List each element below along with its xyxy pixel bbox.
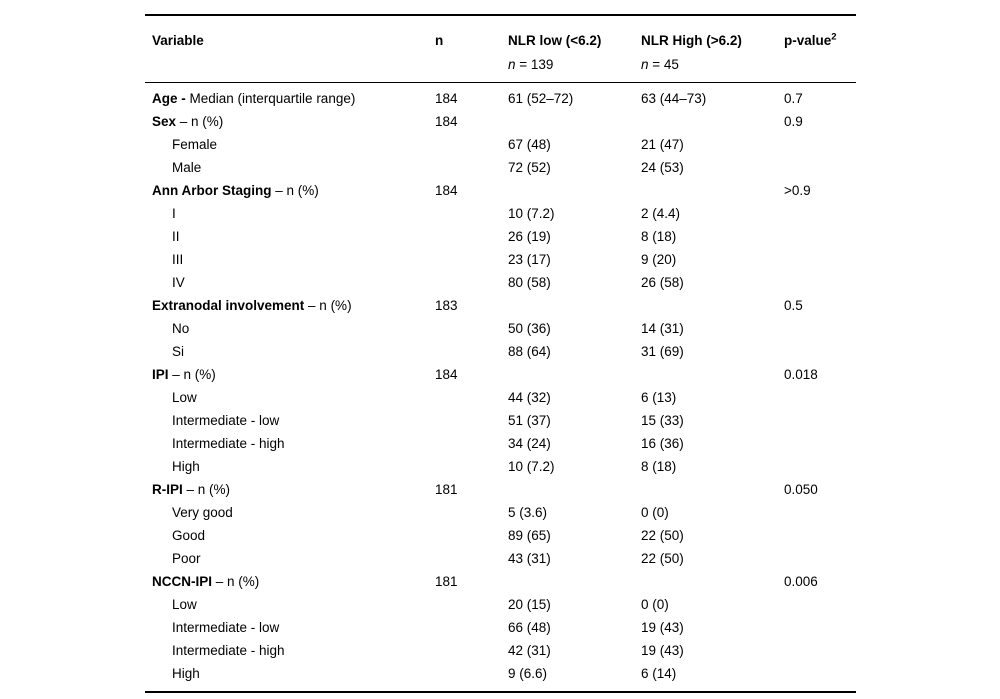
variable-name-rest: IV [172,275,185,290]
cell-nlr-low [508,294,641,317]
characteristics-table [145,14,856,693]
table-row [145,133,856,156]
cell-p-value: >0.9 [784,183,811,198]
variable-name-rest: Low [172,390,197,405]
cell-n [435,524,508,547]
variable-name-bold: Sex [152,114,177,129]
cell-n [435,156,508,179]
cell-variable [145,501,435,524]
cell-nlr-low: 80 (58) [508,275,551,290]
n-low-count: = 139 [515,56,554,72]
cell-n [435,616,508,639]
cell-n [435,501,508,524]
cell-n [435,455,508,478]
table-row [145,110,856,133]
cell-variable [145,271,435,294]
cell-nlr-low: 66 (48) [508,620,551,635]
cell-nlr-low: 67 (48) [508,137,551,152]
table-row [145,455,856,478]
n-high-symbol: n [641,56,649,72]
subheader-variable-empty [145,50,435,83]
cell-p-value [784,340,856,363]
cell-nlr-low: 51 (37) [508,413,551,428]
cell-variable [145,225,435,248]
cell-variable [145,386,435,409]
variable-name-bold: Ann Arbor Staging [152,183,272,198]
cell-variable [145,294,435,317]
cell-nlr-low: 89 (65) [508,528,551,543]
cell-p-value [784,202,856,225]
cell-p-value: 0.7 [784,91,803,106]
cell-nlr-high [641,478,784,501]
cell-n [435,662,508,692]
variable-name-rest: – n (%) [182,482,231,497]
cell-variable [145,524,435,547]
variable-name-rest: Si [172,344,185,359]
variable-name-rest: III [172,252,184,267]
cell-nlr-low [508,363,641,386]
cell-p-value [784,432,856,455]
cell-nlr-high: 14 (31) [641,321,684,336]
cell-nlr-high: 8 (18) [641,229,677,244]
variable-name-rest: – n (%) [168,367,216,382]
cell-nlr-high: 0 (0) [641,505,669,520]
variable-name-rest: Intermediate - low [172,620,280,635]
cell-p-value [784,639,856,662]
variable-name-rest: – n (%) [271,183,319,198]
cell-p-value [784,524,856,547]
cell-nlr-low: 61 (52–72) [508,91,574,106]
n-low-symbol: n [508,56,516,72]
table-header [145,15,856,83]
subheader-p-empty [784,50,856,83]
cell-nlr-low: 20 (15) [508,597,551,612]
cell-nlr-low [508,570,641,593]
cell-n [435,340,508,363]
cell-variable [145,593,435,616]
table-row [145,386,856,409]
cell-nlr-low: 26 (19) [508,229,551,244]
cell-n: 181 [435,482,458,497]
table-row [145,248,856,271]
cell-n [435,409,508,432]
cell-nlr-high: 2 (4.4) [641,206,681,221]
table-row [145,432,856,455]
cell-variable [145,478,435,501]
variable-name-rest: No [172,321,190,336]
cell-nlr-high: 31 (69) [641,344,684,359]
table-row [145,547,856,570]
cell-nlr-low: 88 (64) [508,344,551,359]
variable-name-rest: II [172,229,180,244]
variable-name-rest: Low [172,597,197,612]
variable-name-rest: Intermediate - high [172,436,285,451]
table-row [145,156,856,179]
cell-n [435,547,508,570]
subheader-n-low [508,50,641,83]
cell-p-value [784,248,856,271]
cell-nlr-low: 42 (31) [508,643,551,658]
cell-p-value [784,133,856,156]
cell-nlr-low: 72 (52) [508,160,551,175]
cell-nlr-high [641,110,784,133]
variable-name-rest: Intermediate - high [172,643,285,658]
cell-variable [145,363,435,386]
header-n: n [435,33,444,48]
variable-name-rest: Female [172,137,218,152]
variable-name-rest: – n (%) [176,114,224,129]
cell-nlr-low: 5 (3.6) [508,505,548,520]
variable-name-rest: Median (interquartile range) [185,91,356,106]
cell-nlr-high: 6 (14) [641,666,677,681]
cell-nlr-high: 19 (43) [641,620,684,635]
cell-p-value [784,593,856,616]
cell-n [435,432,508,455]
cell-n [435,271,508,294]
variable-name-rest: Very good [172,505,233,520]
table-row [145,317,856,340]
cell-variable [145,547,435,570]
variable-name-bold: IPI [152,367,169,382]
cell-variable [145,133,435,156]
cell-n: 183 [435,298,458,313]
cell-nlr-low [508,179,641,202]
cell-nlr-high: 0 (0) [641,597,669,612]
cell-variable [145,639,435,662]
cell-nlr-high: 8 (18) [641,459,677,474]
cell-n [435,202,508,225]
cell-n [435,225,508,248]
table-row [145,225,856,248]
cell-nlr-high [641,294,784,317]
variable-name-rest: High [172,459,200,474]
cell-n [435,593,508,616]
cell-p-value [784,616,856,639]
cell-variable [145,83,435,111]
cell-variable [145,409,435,432]
table-row [145,501,856,524]
cell-nlr-low: 10 (7.2) [508,206,555,221]
cell-p-value: 0.050 [784,482,818,497]
cell-variable [145,179,435,202]
cell-n: 184 [435,91,458,106]
n-high-count: = 45 [648,56,679,72]
cell-nlr-high: 15 (33) [641,413,684,428]
cell-nlr-high: 22 (50) [641,551,684,566]
variable-name-rest: High [172,666,200,681]
table-row [145,616,856,639]
table-row [145,202,856,225]
cell-nlr-high: 16 (36) [641,436,684,451]
table-row [145,179,856,202]
table-row [145,340,856,363]
table-row [145,271,856,294]
cell-n [435,386,508,409]
cell-n: 181 [435,574,458,589]
cell-nlr-high [641,363,784,386]
cell-variable [145,455,435,478]
cell-nlr-low: 43 (31) [508,551,551,566]
cell-n [435,248,508,271]
cell-variable [145,248,435,271]
cell-nlr-low: 44 (32) [508,390,551,405]
cell-p-value [784,662,856,692]
cell-nlr-high: 19 (43) [641,643,684,658]
cell-p-value: 0.018 [784,367,818,382]
table-row [145,83,856,111]
cell-variable [145,110,435,133]
cell-p-value [784,409,856,432]
cell-nlr-high [641,570,784,593]
p-value-label: p-value [784,33,832,48]
cell-nlr-low: 9 (6.6) [508,666,548,681]
variable-name-bold: Age - [152,91,186,106]
variable-name-rest: – n (%) [212,574,260,589]
variable-name-rest: Poor [172,551,201,566]
cell-variable [145,340,435,363]
cell-nlr-low: 34 (24) [508,436,551,451]
variable-name-rest: Good [172,528,206,543]
table-row [145,570,856,593]
cell-nlr-low: 50 (36) [508,321,551,336]
table-row [145,478,856,501]
cell-p-value [784,547,856,570]
cell-variable [145,616,435,639]
cell-nlr-high: 9 (20) [641,252,677,267]
variable-name-rest: – n (%) [304,298,352,313]
cell-p-value [784,225,856,248]
variable-name-bold: Extranodal involvement [152,298,305,313]
subheader-n-high [641,50,784,83]
subheader-row [145,50,856,83]
cell-p-value [784,501,856,524]
cell-n: 184 [435,183,458,198]
characteristics-table-container [145,14,856,693]
header-p-value [784,15,856,50]
cell-nlr-low: 10 (7.2) [508,459,555,474]
subheader-n-empty [435,50,508,83]
cell-variable [145,202,435,225]
cell-n [435,639,508,662]
cell-nlr-high: 21 (47) [641,137,684,152]
p-value-footnote-marker: 2 [831,31,837,43]
cell-nlr-high: 22 (50) [641,528,684,543]
cell-p-value [784,455,856,478]
cell-p-value: 0.006 [784,574,818,589]
cell-nlr-low [508,110,641,133]
table-row [145,524,856,547]
cell-variable [145,317,435,340]
cell-p-value: 0.9 [784,114,803,129]
cell-nlr-high [641,179,784,202]
table-row [145,593,856,616]
table-row [145,639,856,662]
cell-n: 184 [435,367,458,382]
variable-name-bold: R-IPI [152,482,183,497]
cell-variable [145,570,435,593]
cell-n [435,133,508,156]
header-nlr-high: NLR High (>6.2) [641,33,742,48]
variable-name-bold: NCCN-IPI [152,574,212,589]
table-row [145,409,856,432]
table-row [145,662,856,692]
table-row [145,363,856,386]
cell-variable [145,432,435,455]
cell-nlr-low: 23 (17) [508,252,551,267]
cell-variable [145,662,435,692]
header-nlr-low: NLR low (<6.2) [508,33,602,48]
variable-name-rest: Intermediate - low [172,413,280,428]
variable-name-rest: Male [172,160,202,175]
cell-nlr-high: 63 (44–73) [641,91,707,106]
cell-p-value [784,386,856,409]
cell-p-value: 0.5 [784,298,803,313]
cell-p-value [784,156,856,179]
cell-p-value [784,317,856,340]
cell-n [435,317,508,340]
header-row [145,15,856,50]
cell-nlr-low [508,478,641,501]
cell-variable [145,156,435,179]
cell-n: 184 [435,114,458,129]
variable-name-rest: I [172,206,176,221]
cell-nlr-high: 6 (13) [641,390,677,405]
header-variable: Variable [152,33,204,48]
table-body [145,83,856,693]
cell-p-value [784,271,856,294]
table-row [145,294,856,317]
cell-nlr-high: 24 (53) [641,160,684,175]
cell-nlr-high: 26 (58) [641,275,684,290]
